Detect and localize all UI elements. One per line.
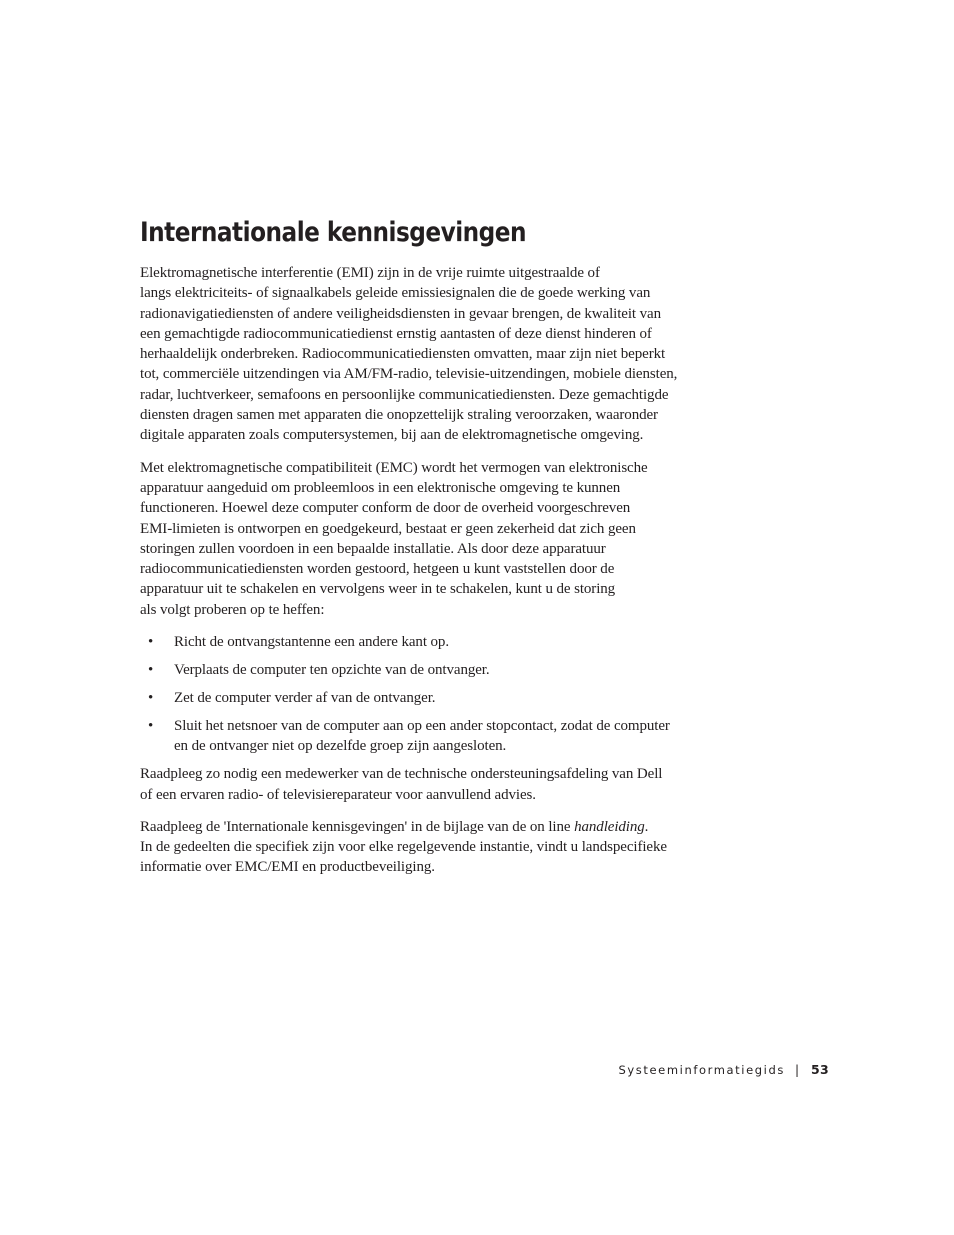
text-line: diensten dragen samen met apparaten die onopzettelijk straling veroorzaken, waaronder [140,407,658,424]
text-line: functioneren. Hoewel deze computer conform de door de overheid voorgeschreven [140,500,631,517]
text-line: als volgt proberen op te heffen: [140,601,325,618]
main-content [140,215,740,890]
bullet-icon: • [148,662,154,679]
page-number: 53 [811,1062,829,1077]
text-line: Met elektromagnetische compatibiliteit (EMC) wordt het vermogen van elektronische [140,459,648,476]
emc-paragraph [140,458,740,620]
text-line: storingen zullen voordoen in een bepaalde installatie. Als door deze apparatuur [140,540,606,557]
text-line: EMI-limieten is ontworpen en goedgekeurd, bestaat er geen zekerheid dat zich geen [140,520,636,537]
list-item-text: Zet de computer verder af van de ontvanger. [174,690,436,707]
text-line: Elektromagnetische interferentie (EMI) zijn in de vrije ruimte uitgestraalde of [140,265,600,281]
text-fragment: . [644,818,649,835]
page-footer [618,1061,829,1079]
text-line: informatie over EMC/EMI en productbeveiliging. [140,859,435,876]
text-line: tot, commerciële uitzendingen via AM/FM-radio, televisie-uitzendingen, mobiele diensten, [140,366,678,383]
text-line: herhaaldelijk onderbreken. Radiocommunicatiediensten omvatten, maar zijn niet beperkt [140,346,666,363]
text-line [140,817,740,837]
text-fragment: Raadpleeg de 'Internationale kennisgevingen' in de bijlage van de on line [140,818,575,835]
list-item [140,660,740,680]
text-line: radar, luchtverkeer, semafoons en persoonlijke communicatiediensten. Deze gemachtigde [140,386,669,403]
list-item [140,688,740,708]
list-item [140,716,740,757]
manual-title-italic: handleiding [574,818,645,835]
footer-document-title: Systeeminformatiegids [618,1063,785,1077]
list-item-text: Richt de ontvangstantenne een andere kant op. [174,634,449,651]
text-line: In de gedeelten die specifiek zijn voor elke regelgevende instantie, vindt u landspecifieke [140,839,667,856]
text-line: of een ervaren radio- of televisiereparateur voor aanvullend advies. [140,786,536,803]
text-line: Raadpleeg zo nodig een medewerker van de technische ondersteuningsafdeling van Dell [140,766,663,783]
list-item-text: en de ontvanger niet op dezelfde groep zijn aangesloten. [174,738,507,755]
footer-separator: | [794,1063,799,1077]
list-item [140,632,740,652]
remedy-list [140,632,740,757]
bullet-icon: • [148,634,154,651]
bullet-icon: • [148,690,154,707]
text-line: apparatuur aangeduid om probleemloos in een elektronische omgeving te kunnen [140,479,621,496]
text-line: apparatuur uit te schakelen en vervolgens weer in te schakelen, kunt u de storing [140,581,616,598]
bullet-icon: • [148,718,154,734]
list-item-text: Sluit het netsnoer van de computer aan op een ander stopcontact, zodat de computer [174,718,670,734]
emi-paragraph [140,263,740,446]
text-line: langs elektriciteits- of signaalkabels geleide emissiesignalen die de goede werking van [140,285,651,302]
text-line: radionavigatiediensten of andere veiligheidsdiensten in gevaar brengen, de kwaliteit van [140,305,662,322]
reference-paragraph [140,817,740,878]
page-title: Internationale kennisgevingen [140,217,527,248]
text-line: digitale apparaten zoals computersystemen, bij aan de elektromagnetische omgeving. [140,427,644,444]
text-line: een gemachtigde radiocommunicatiedienst ernstig aantasten of deze dienst hinderen of [140,325,652,342]
dell-support-paragraph [140,764,740,805]
text-line: radiocommunicatiediensten worden gestoord, hetgeen u kunt vaststellen door de [140,561,615,578]
list-item-text: Verplaats de computer ten opzichte van de ontvanger. [174,662,490,679]
